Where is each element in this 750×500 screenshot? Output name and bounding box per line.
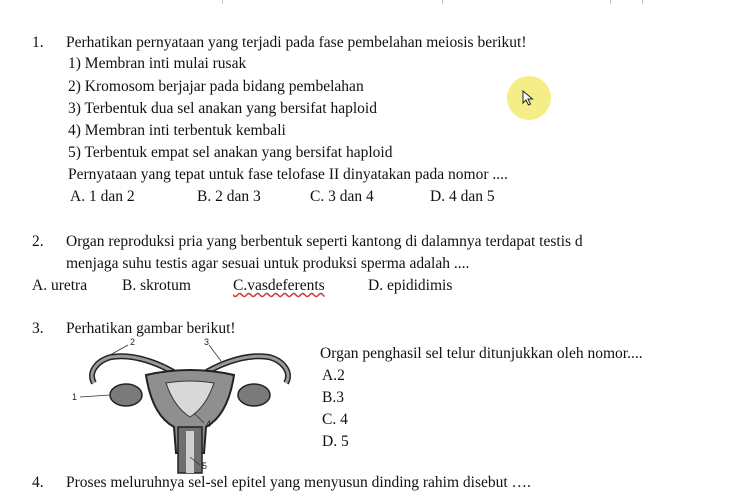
- q1-item-4: 4) Membran inti terbentuk kembali: [68, 122, 286, 139]
- q1-option-a: A. 1 dan 2: [70, 188, 135, 205]
- q1-option-b: B. 2 dan 3: [197, 188, 261, 205]
- figure-label-1: 1: [72, 392, 78, 402]
- q3-number: 3.: [32, 320, 44, 337]
- q4-prompt: Proses meluruhnya sel-sel epitel yang menyusun dinding rahim disebut ….: [66, 474, 531, 491]
- q4-number: 4.: [32, 474, 44, 491]
- q1-item-1: 1) Membran inti mulai rusak: [68, 55, 247, 72]
- q1-prompt: Perhatikan pernyataan yang terjadi pada fase pembelahan meiosis berikut!: [66, 34, 527, 51]
- q2-line-1: Organ reproduksi pria yang berbentuk seperti kantong di dalamnya terdapat testis d: [66, 233, 583, 250]
- q1-question: Pernyataan yang tepat untuk fase telofase II dinyatakan pada nomor ....: [68, 166, 508, 183]
- q3-option-d: D. 5: [322, 433, 349, 450]
- q2-option-c: C.vasdeferents: [233, 277, 325, 294]
- q3-option-b: B.3: [322, 389, 344, 406]
- q3-question: Organ penghasil sel telur ditunjukkan oleh nomor....: [320, 345, 643, 362]
- q2-option-d: D. epididimis: [368, 277, 453, 294]
- q2-line-2: menjaga suhu testis agar sesuai untuk produksi sperma adalah ....: [66, 255, 470, 272]
- q3-prompt: Perhatikan gambar berikut!: [66, 320, 236, 337]
- q1-option-c: C. 3 dan 4: [310, 188, 374, 205]
- figure-label-4: 4: [206, 419, 212, 429]
- figure-label-3: 3: [204, 337, 210, 347]
- q2-number: 2.: [32, 233, 44, 250]
- q1-item-5: 5) Terbentuk empat sel anakan yang bersifat haploid: [68, 144, 393, 161]
- q1-item-2: 2) Kromosom berjajar pada bidang pembelahan: [68, 78, 364, 95]
- mouse-pointer-icon: [522, 90, 534, 106]
- q3-option-c: C. 4: [322, 411, 348, 428]
- q1-option-d: D. 4 dan 5: [430, 188, 495, 205]
- q2-option-b: B. skrotum: [122, 277, 191, 294]
- q3-option-a: A.2: [322, 367, 345, 384]
- document-ruler: [0, 0, 750, 8]
- q2-option-a: A. uretra: [32, 277, 88, 294]
- q1-item-3: 3) Terbentuk dua sel anakan yang bersifat haploid: [68, 100, 377, 117]
- figure-label-5: 5: [202, 461, 208, 471]
- figure-label-2: 2: [130, 337, 136, 347]
- female-reproductive-system-figure: [66, 335, 314, 475]
- q1-number: 1.: [32, 34, 44, 51]
